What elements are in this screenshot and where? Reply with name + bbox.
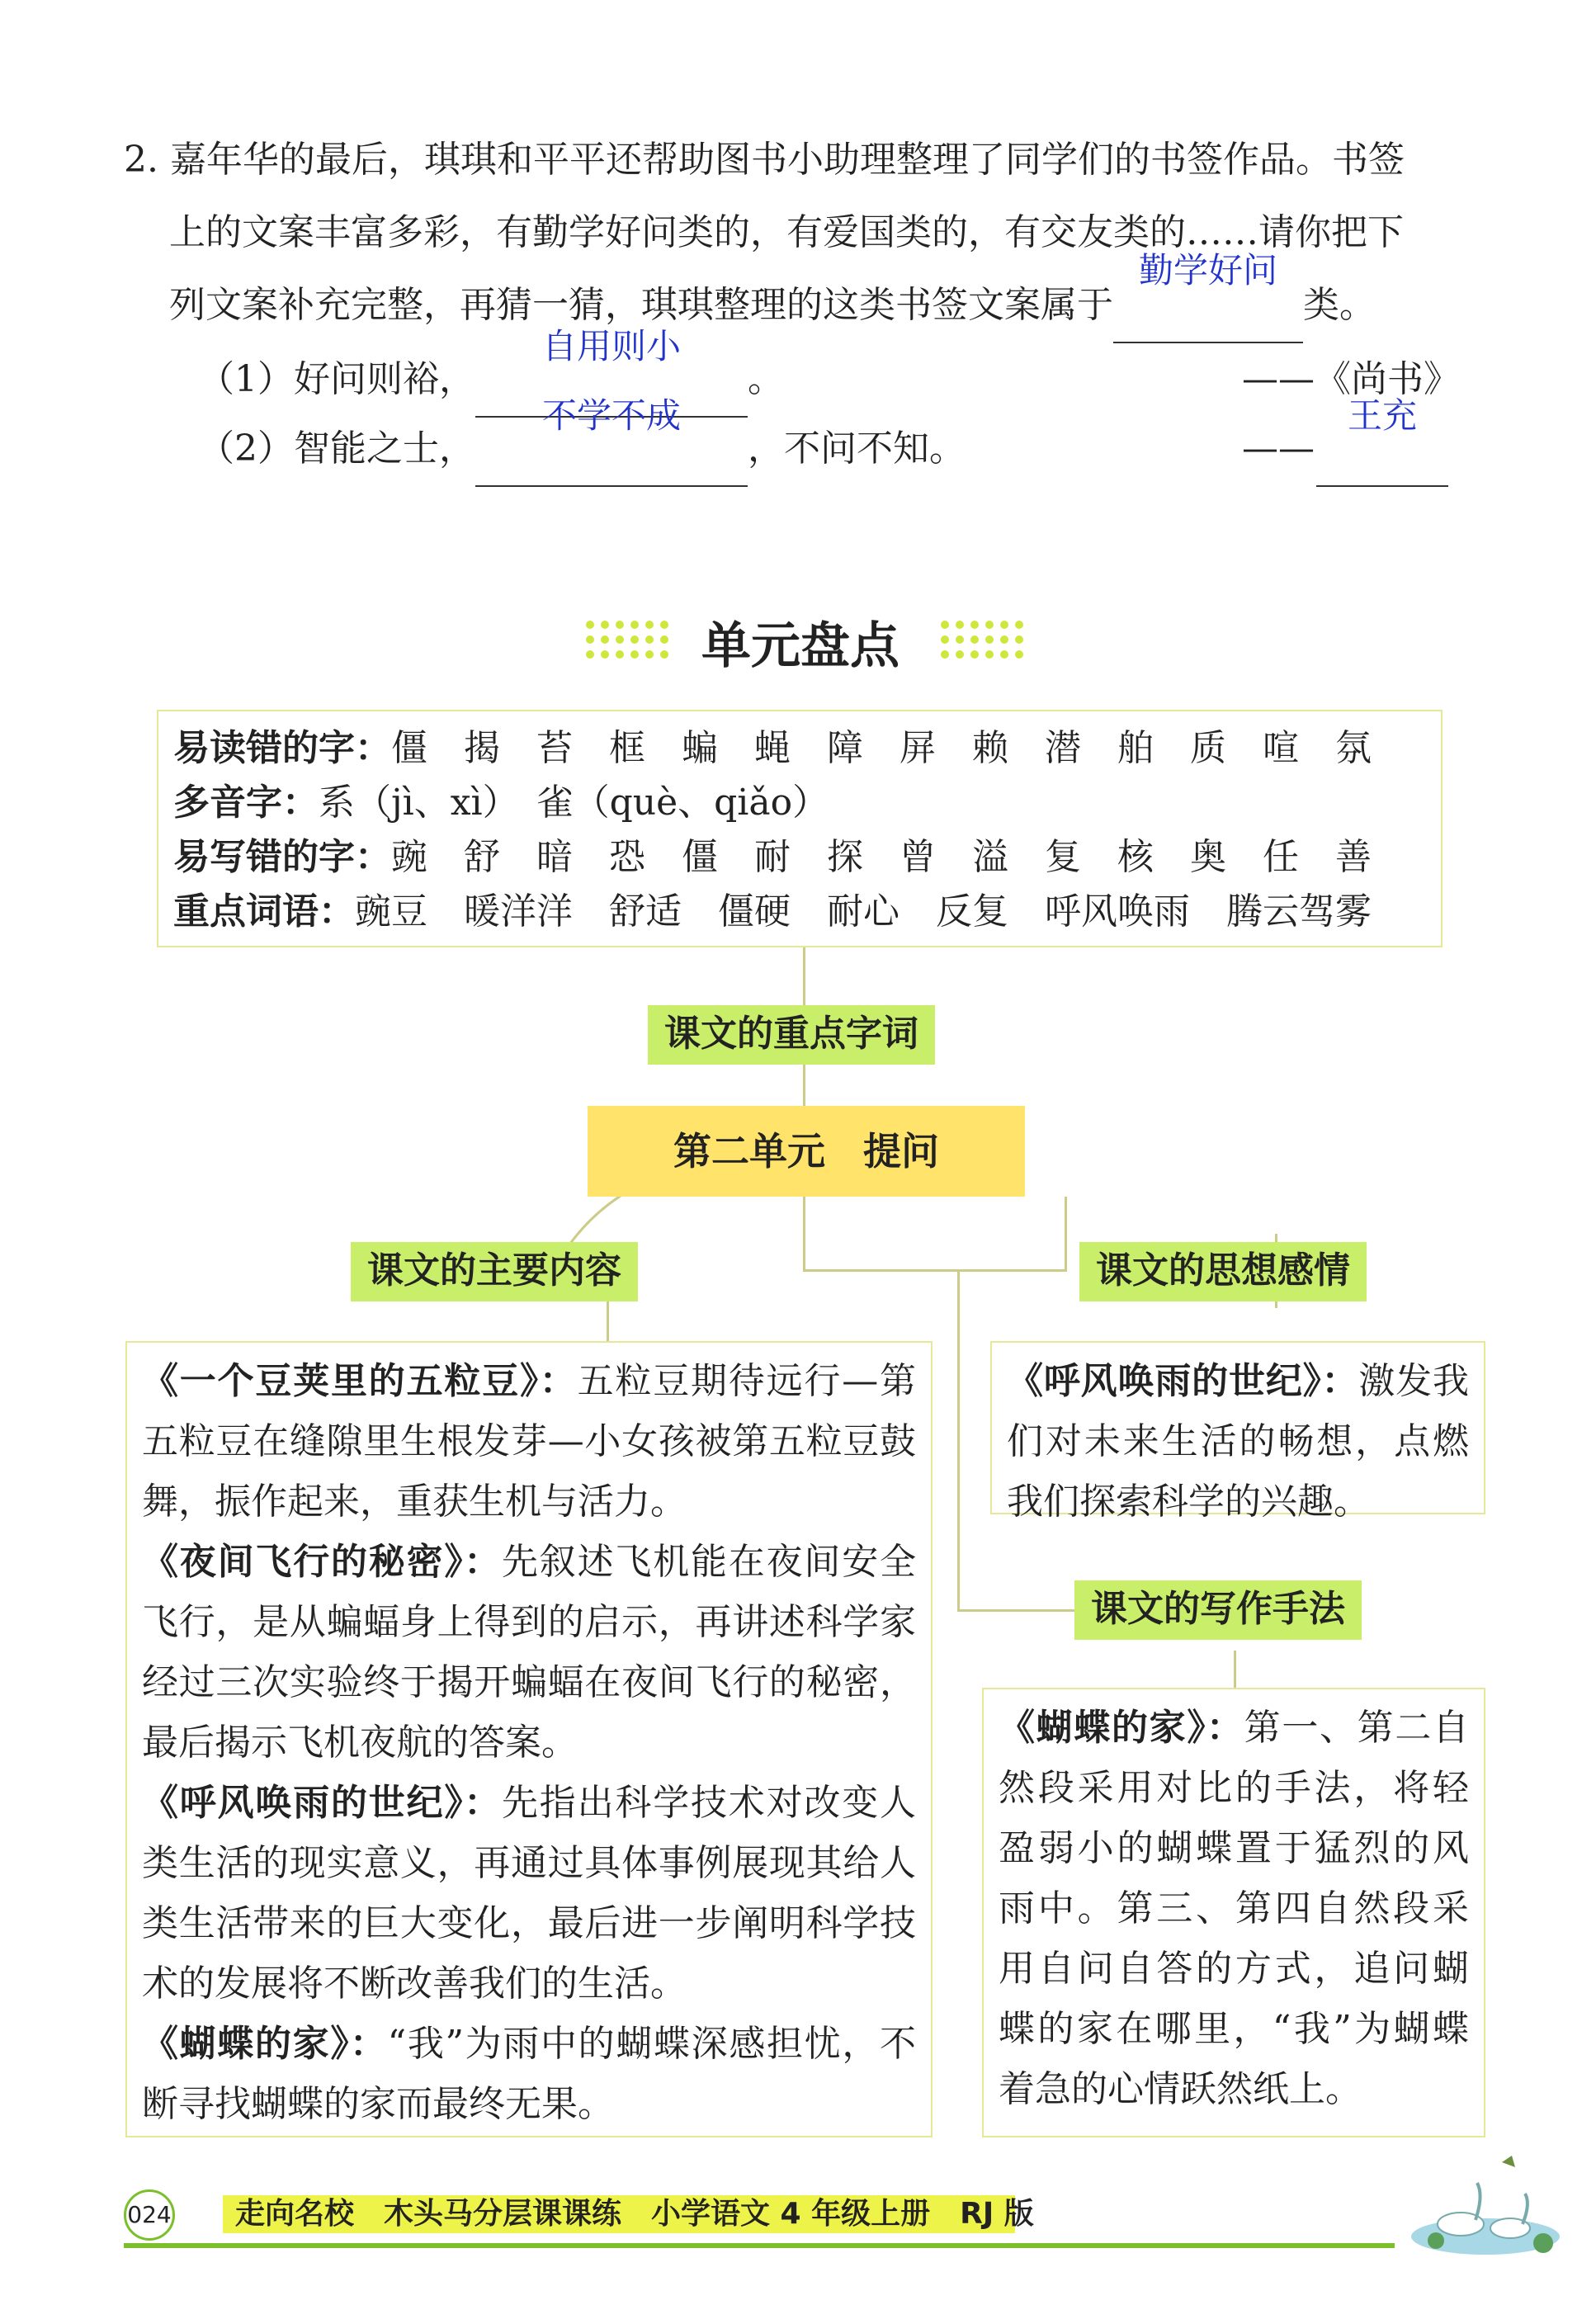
answer-blank-category[interactable]: 勤学好问	[1113, 269, 1303, 343]
main-content-item: 《一个豆荚里的五粒豆》：五粒豆期待远行—第五粒豆在缝隙里生根发芽—小女孩被第五粒豆鼓舞，振作起来，重获生机与活力。	[142, 1360, 917, 1523]
node-main-content: 课文的主要内容	[351, 1242, 638, 1301]
source-shangshu: ——《尚书》	[1242, 358, 1460, 400]
question-2	[124, 124, 1510, 343]
title-dots-right	[941, 621, 1023, 659]
connector-thoughts-up	[1065, 1197, 1067, 1271]
answer-blank-2[interactable]: 不学不成	[475, 413, 748, 487]
footer-text: 走向名校 木头马分层课课练 小学语文 4 年级上册 RJ 版	[235, 2197, 1034, 2231]
node-center: 第二单元 提问	[588, 1106, 1025, 1197]
main-content-box	[125, 1341, 933, 2137]
connector-to-writing	[957, 1609, 1089, 1612]
question-line-3: 列文案补充完整，再猜一猜，琪琪整理的这类书签文案属于 勤学好问 类。	[124, 269, 1510, 343]
row-easy-miswrite: 易写错的字：豌 舒 暗 恐 僵 耐 探 曾 溢 复 核 奥 任 善	[173, 836, 1372, 878]
main-content-item: 《蝴蝶的家》：“我”为雨中的蝴蝶深感担忧，不断寻找蝴蝶的家而最终无果。	[142, 2023, 916, 2125]
title-dots-left	[586, 621, 668, 659]
node-thoughts: 课文的思想感情	[1079, 1242, 1367, 1301]
connector-vertical-right	[957, 1271, 960, 1609]
question-line-2: 上的文案丰富多彩，有勤学好问类的，有爱国类的，有交友类的……请你把下	[169, 211, 1404, 253]
connector-to-thoughts	[803, 1269, 1067, 1272]
source-dash: ——	[1242, 427, 1315, 470]
main-content-item: 《呼风唤雨的世纪》：先指出科学技术对改变人类生活的现实意义，再通过具体事例展现其给人类生活带来的巨大变化，最后进一步阐明科学技术的发展将不断改善我们的生活。	[142, 1782, 916, 2005]
node-key-words: 课文的重点字词	[648, 1005, 935, 1065]
connector-keywords-to-center	[803, 1065, 805, 1106]
thoughts-box	[990, 1341, 1485, 1523]
section-title: 单元盘点	[701, 617, 900, 675]
row-key-words: 重点词语：豌豆 暖洋洋 舒适 僵硬 耐心 反复 呼风唤雨 腾云驾雾	[173, 890, 1372, 933]
question-item-2: （2）智能之士， 不学不成 ，不问不知。 —— 王充	[198, 413, 1485, 487]
answer-blank-1[interactable]: 自用则小	[475, 343, 748, 418]
row-easy-misread: 易读错的字：僵 揭 苔 框 蝙 蝇 障 屏 赖 潜 舶 质 喧 氛	[173, 727, 1372, 769]
writing-item: 《蝴蝶的家》：第一、第二自然段采用对比的手法，将轻盈弱小的蝴蝶置于猛烈的风雨中。第三、第四自然段采用自问自答的方式，追问蝴蝶的家在哪里，“我”为蝴蝶着急的心情跃然纸上。	[999, 1707, 1470, 2110]
connector-box-to-keywords	[803, 947, 805, 1005]
footer-rule	[124, 2243, 1395, 2248]
answer-blank-author[interactable]: 王充	[1316, 413, 1448, 487]
thoughts-item: 《呼风唤雨的世纪》：激发我们对未来生活的畅想，点燃我们探索科学的兴趣。	[1007, 1360, 1470, 1523]
connector-writing-down	[1234, 1651, 1236, 1688]
swan-decoration-icon	[1403, 2146, 1568, 2261]
page-number: 024	[124, 2189, 175, 2241]
question-line-1: 2. 嘉年华的最后，琪琪和平平还帮助图书小助理整理了同学们的书签作品。书签	[124, 139, 1405, 181]
node-writing: 课文的写作手法	[1074, 1580, 1362, 1640]
words-box	[157, 710, 1443, 947]
row-polyphones: 多音字：系（jì、xì） 雀（què、qiǎo）	[173, 782, 829, 824]
writing-box	[982, 1688, 1485, 2137]
main-content-item: 《夜间飞行的秘密》：先叙述飞机能在夜间安全飞行，是从蝙蝠身上得到的启示，再讲述科学家经过三次实验终于揭开蝙蝠在夜间飞行的秘密，最后揭示飞机夜航的答案。	[142, 1541, 916, 1764]
question-item-1: （1）好问则裕， 自用则小 。 ——《尚书》	[198, 343, 1485, 418]
